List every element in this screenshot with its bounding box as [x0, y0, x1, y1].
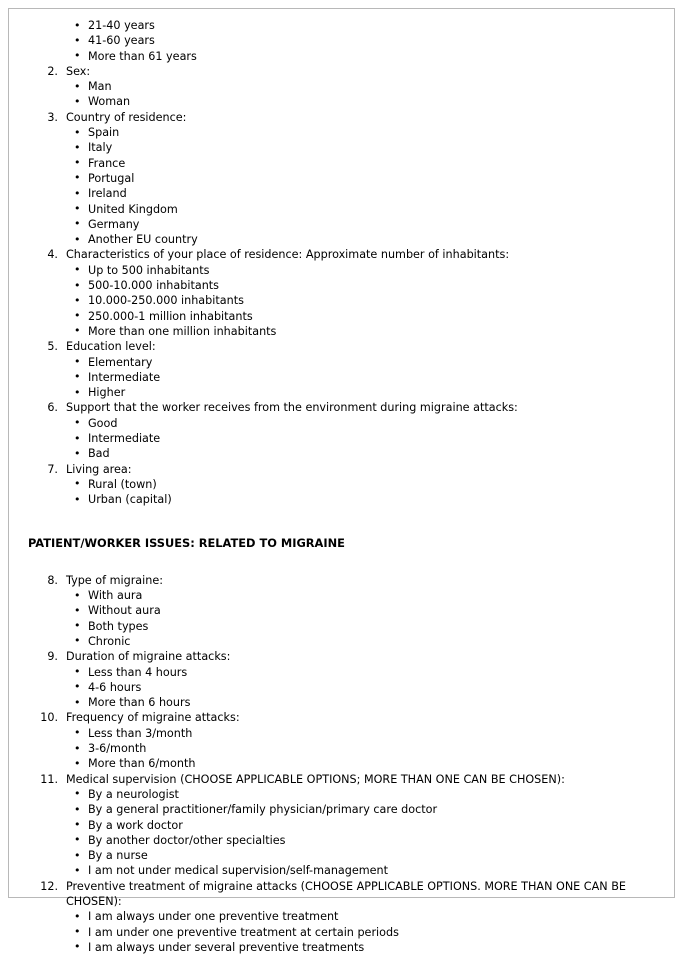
- list-item: • Intermediate: [66, 370, 658, 385]
- continued-options-list: [28, 18, 658, 64]
- question-text: Support that the worker receives from the environment during migraine attacks:: [66, 401, 518, 415]
- question-text: Characteristics of your place of residence: Approximate number of inhabitants:: [66, 248, 510, 262]
- list-item: • I am always under several preventive treatments: [66, 940, 658, 955]
- question-number: 5.: [47, 340, 58, 354]
- list-item: • By a nurse: [66, 848, 658, 863]
- question-number: 2.: [47, 64, 58, 78]
- section-heading: PATIENT/WORKER ISSUES: RELATED TO MIGRAINE: [28, 535, 345, 550]
- list-item: • 3-6/month: [66, 741, 658, 756]
- question-number: 7.: [47, 462, 58, 476]
- question-options: [66, 477, 658, 508]
- list-item: • By a general practitioner/family physician/primary care doctor: [66, 802, 658, 817]
- list-item: • 10.000-250.000 inhabitants: [66, 293, 658, 308]
- list-item: • More than 6 hours: [66, 695, 658, 710]
- list-item: • Woman: [66, 94, 658, 109]
- list-item: • Up to 500 inhabitants: [66, 263, 658, 278]
- question-text: Education level:: [66, 340, 156, 354]
- question-item: [28, 772, 658, 879]
- list-item: • Spain: [66, 125, 658, 140]
- question-number: 9.: [47, 650, 58, 664]
- list-item: • Rural (town): [66, 477, 658, 492]
- question-text: Medical supervision (CHOOSE APPLICABLE OPTIONS; MORE THAN ONE CAN BE CHOSEN):: [66, 772, 565, 786]
- list-item: • Man: [66, 79, 658, 94]
- list-item: • I am under one preventive treatment at certain periods: [66, 925, 658, 940]
- list-item: • France: [66, 156, 658, 171]
- question-number: 3.: [47, 110, 58, 124]
- question-text: Sex:: [66, 64, 91, 78]
- question-item: [28, 400, 658, 461]
- question-options: [66, 355, 658, 401]
- section-spacer: [28, 508, 658, 536]
- list-item: • By a neurologist: [66, 787, 658, 802]
- list-item: • By another doctor/other specialties: [66, 833, 658, 848]
- list-item: • Less than 3/month: [66, 726, 658, 741]
- list-item: • More than 61 years: [28, 49, 658, 64]
- list-item: • United Kingdom: [66, 202, 658, 217]
- question-options: [66, 726, 658, 772]
- question-text: Duration of migraine attacks:: [66, 650, 231, 664]
- question-text: Preventive treatment of migraine attacks (CHOOSE APPLICABLE OPTIONS. MORE THAN ONE CAN BE CHOSEN):: [66, 879, 626, 909]
- list-item: • Less than 4 hours: [66, 665, 658, 680]
- heading-spacer: [28, 551, 658, 573]
- list-item: • Both types: [66, 619, 658, 634]
- question-item: [28, 247, 658, 339]
- question-number: 10.: [40, 711, 58, 725]
- question-options: [66, 588, 658, 649]
- list-item: • I am always under one preventive treatment: [66, 909, 658, 924]
- question-number: 12.: [40, 879, 58, 893]
- list-item: • More than 6/month: [66, 756, 658, 771]
- question-options: [66, 79, 658, 110]
- question-item: [28, 573, 658, 649]
- question-item: [28, 710, 658, 771]
- questions-list-part2: [28, 573, 658, 955]
- question-options: [66, 416, 658, 462]
- list-item: • Ireland: [66, 186, 658, 201]
- question-number: 6.: [47, 401, 58, 415]
- list-item: • Urban (capital): [66, 492, 658, 507]
- list-item: • With aura: [66, 588, 658, 603]
- question-options: [66, 787, 658, 879]
- list-item: • Bad: [66, 446, 658, 461]
- list-item: • Intermediate: [66, 431, 658, 446]
- list-item: • 500-10.000 inhabitants: [66, 278, 658, 293]
- list-item: • Italy: [66, 140, 658, 155]
- list-item: • Portugal: [66, 171, 658, 186]
- document-content: [28, 18, 658, 955]
- question-options: [66, 909, 658, 955]
- question-item: [28, 110, 658, 248]
- list-item: • Another EU country: [66, 232, 658, 247]
- list-item: • Elementary: [66, 355, 658, 370]
- question-item: [28, 879, 658, 955]
- list-item: • Without aura: [66, 603, 658, 618]
- list-item: • I am not under medical supervision/self-management: [66, 863, 658, 878]
- question-item: [28, 64, 658, 110]
- question-text: Frequency of migraine attacks:: [66, 711, 240, 725]
- question-text: Living area:: [66, 462, 132, 476]
- list-item: • 41-60 years: [28, 33, 658, 48]
- list-item: • Germany: [66, 217, 658, 232]
- questions-list-part1: [28, 64, 658, 508]
- question-item: [28, 462, 658, 508]
- question-number: 11.: [40, 772, 58, 786]
- question-number: 4.: [47, 248, 58, 262]
- list-item: • 250.000-1 million inhabitants: [66, 309, 658, 324]
- list-item: • 4-6 hours: [66, 680, 658, 695]
- question-options: [66, 125, 658, 247]
- question-item: [28, 649, 658, 710]
- list-item: • Chronic: [66, 634, 658, 649]
- question-item: [28, 339, 658, 400]
- list-item: • Good: [66, 416, 658, 431]
- list-item: • 21-40 years: [28, 18, 658, 33]
- list-item: • Higher: [66, 385, 658, 400]
- question-options: [66, 263, 658, 339]
- question-number: 8.: [47, 573, 58, 587]
- question-text: Type of migraine:: [66, 573, 164, 587]
- question-options: [66, 665, 658, 711]
- question-text: Country of residence:: [66, 110, 187, 124]
- list-item: • By a work doctor: [66, 818, 658, 833]
- list-item: • More than one million inhabitants: [66, 324, 658, 339]
